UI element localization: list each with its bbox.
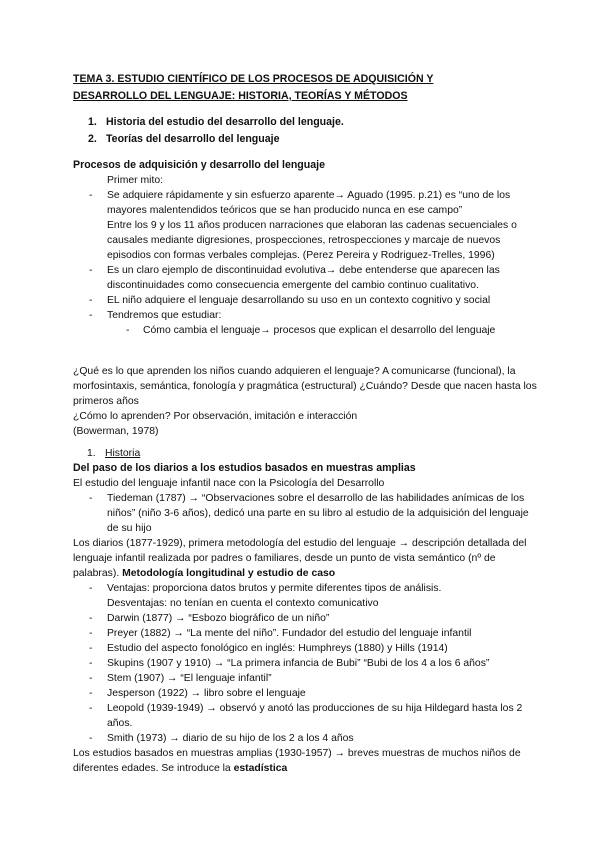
section-procesos bbox=[73, 158, 543, 338]
list-item: - Smith (1973) → diario de su hijo de los 2 a los 4 años bbox=[73, 731, 543, 746]
section-historia bbox=[73, 446, 543, 776]
list-item: - EL niño adquiere el lenguaje desarrollando su uso en un contexto cognitivo y social bbox=[73, 293, 543, 308]
list-item: - Se adquiere rápidamente y sin esfuerzo aparente→ Aguado (1995. p.21) es “uno de los mayores malentendidos teóricos que se han producido nunca en ese campo” bbox=[73, 188, 543, 218]
list-item: - Darwin (1877) → “Esbozo biográfico de un niño” bbox=[73, 611, 543, 626]
paragraph: Los diarios (1877-1929), primera metodología del estudio del lenguaje → descripción detallada del lenguaje infantil realizada por padres o familiares, desde un punto de vista semántico (nº de palabras). Metodología longitudinal y estudio de caso bbox=[73, 538, 527, 579]
paragraph: Los estudios basados en muestras amplias (1930-1957) → breves muestras de muchos niños de diferentes edades. Se introduce la estadística bbox=[73, 748, 521, 774]
paragraph: El estudio del lenguaje infantil nace con la Psicología del Desarrollo bbox=[73, 478, 385, 489]
list-item: - Tiedeman (1787) → “Observaciones sobre el desarrollo de las habilidades anímicas de los niños” (niño 3-6 años), dedicó una parte en su libro al estudio de la adquisición del lenguaje de su hijo bbox=[73, 491, 543, 536]
section-heading: Del paso de los diarios a los estudios basados en muestras amplias bbox=[73, 462, 416, 474]
title-line-2: DESARROLLO DEL LENGUAJE: HISTORIA, TEORÍAS Y MÉTODOS bbox=[73, 90, 408, 102]
sub-list-item: - Cómo cambia el lenguaje→ procesos que explican el desarrollo del lenguaje bbox=[73, 323, 543, 338]
paragraph: Entre los 9 y los 11 años producen narraciones que elaboran las cadenas secuenciales o causales mediante digresiones, prospecciones, retrospecciones y marcaje de nuevos episodios con formas verbales complejas. (Perez Pereira y Rodriguez-Trelles, 1996) bbox=[107, 220, 517, 261]
paragraph: ¿Cómo lo aprenden? Por observación, imitación e interacción bbox=[73, 411, 358, 422]
citation: (Bowerman, 1978) bbox=[73, 426, 159, 437]
historia-heading: 1. Historia bbox=[87, 448, 141, 459]
list-item: - Preyer (1882) → “La mente del niño”. Fundador del estudio del lenguaje infantil bbox=[73, 626, 543, 641]
document-title bbox=[73, 71, 543, 105]
paragraph: Desventajas: no tenían en cuenta el contexto comunicativo bbox=[107, 598, 379, 609]
list-item: - Estudio del aspecto fonológico en inglés: Humphreys (1880) y Hills (1914) bbox=[73, 641, 543, 656]
questions-block bbox=[73, 364, 543, 439]
list-item: - Stem (1907) → “El lenguaje infantil” bbox=[73, 671, 543, 686]
outline-list bbox=[88, 114, 528, 148]
outline-item: 2. Teorías del desarrollo del lenguaje bbox=[88, 133, 280, 145]
list-item: - Tendremos que estudiar: bbox=[73, 308, 543, 323]
list-item: - Ventajas: proporciona datos brutos y permite diferentes tipos de análisis. bbox=[73, 581, 543, 596]
outline-item: 1. Historia del estudio del desarrollo del lenguaje. bbox=[88, 116, 344, 128]
intro-text: Primer mito: bbox=[107, 175, 163, 186]
list-item: - Skupins (1907 y 1910) → “La primera infancia de Bubi” “Bubi de los 4 a los 6 años” bbox=[73, 656, 543, 671]
list-item: - Leopold (1939-1949) → observó y anotó las producciones de su hija Hildegard hasta los 2 años. bbox=[73, 701, 543, 731]
list-item: - Jesperson (1922) → libro sobre el lenguaje bbox=[73, 686, 543, 701]
title-line-1: TEMA 3. ESTUDIO CIENTÍFICO DE LOS PROCESOS DE ADQUISICIÓN Y bbox=[73, 73, 434, 85]
section-heading: Procesos de adquisición y desarrollo del lenguaje bbox=[73, 159, 325, 171]
list-item: - Es un claro ejemplo de discontinuidad evolutiva→ debe entenderse que aparecen las discontinuidades como consecuencia emergente del cambio continuo cualitativo. bbox=[73, 263, 543, 293]
paragraph: ¿Qué es lo que aprenden los niños cuando adquieren el lenguaje? A comunicarse (funcional), la morfosintaxis, semántica, fonología y pragmática (estructural) ¿Cuándo? Desde que nacen hasta los primeros años bbox=[73, 366, 537, 407]
